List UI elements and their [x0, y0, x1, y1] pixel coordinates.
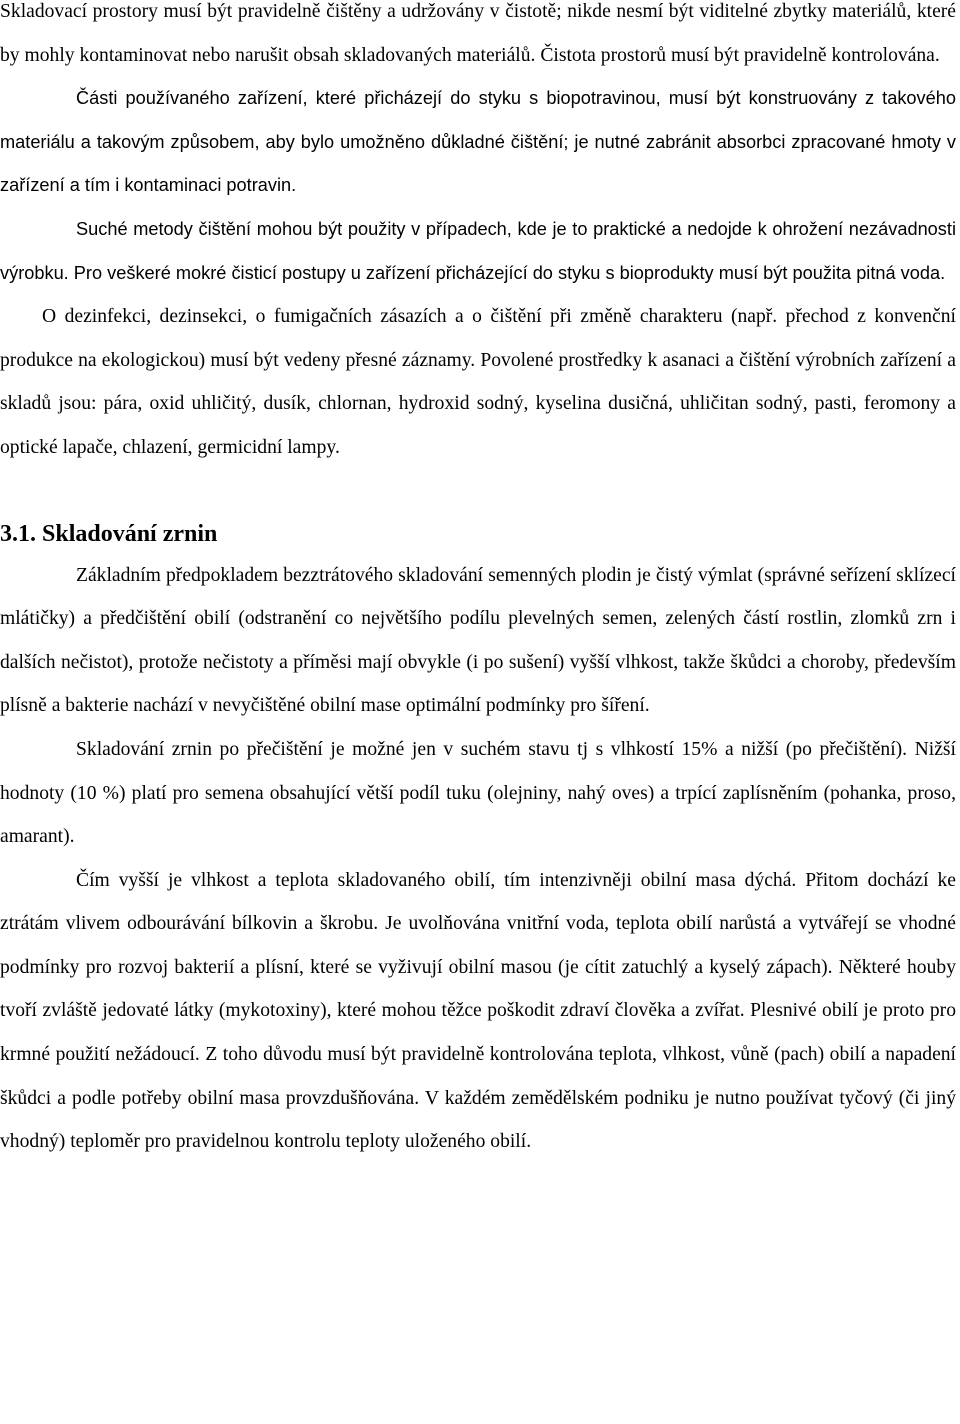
- paragraph-moisture-levels: Skladování zrnin po přečištění je možné jen v suchém stavu tj s vlhkostí 15% a nižší (po přečištění). Nižší hodnoty (10 %) platí pro semena obsahující větší podíl tuku (olejniny, nahý oves) a trpící zaplísněním (pohanka, proso, amarant).: [0, 738, 956, 848]
- section-title: Skladování zrnin: [42, 520, 218, 547]
- paragraph-dry-cleaning: Suché metody čištění mohou být použity v případech, kde je to praktické a nedojde k ohrožení nezávadnosti výrobku. Pro veškeré mokré čisticí postupy u zařízení přicházející do styku s bioprodukty musí být použita pitná voda.: [0, 218, 956, 283]
- paragraph-temperature-control: Čím vyšší je vlhkost a teplota skladovaného obilí, tím intenzivněji obilní masa dýchá. Přitom dochází ke ztrátám vlivem odbourávání bílkovin a škrobu. Je uvolňována vnitřní voda, teplota obilí narůstá a vytvářejí se vhodné podmínky pro rozvoj bakterií a plísní, které se vyživují obilní masou (je cítit zatuchlý a kyselý zápach). Některé houby tvoří zvláště jedovaté látky (mykotoxiny), které mohou těžce poškodit zdraví člověka a zvířat. Plesnivé obilí je proto pro krmné použití nežádoucí. Z toho důvodu musí být pravidelně kontrolována teplota, vlhkost, vůně (pach) obilí a napadení škůdci a podle potřeby obilní masa provzdušňována. V každém zemědělském podniku je nutno používat tyčový (či jiný vhodný) teploměr pro pravidelnou kontrolu teploty uloženého obilí.: [0, 869, 956, 1153]
- section-number: 3.1.: [0, 520, 36, 547]
- paragraph-storage-cleaning: Skladovací prostory musí být pravidelně čištěny a udržovány v čistotě; nikde nesmí být viditelné zbytky materiálů, které by mohly kontaminovat nebo narušit obsah skladovaných materiálů. Čistota prostorů musí být pravidelně kontrolována.: [0, 1, 956, 66]
- paragraph-equipment-materials: Části používaného zařízení, které přicházejí do styku s biopotravinou, musí být konstruovány z takového materiálu a takovým způsobem, aby bylo umožněno důkladné čištění; je nutné zabránit absorbci zpracované hmoty v zařízení a tím i kontaminaci potravin.: [0, 88, 956, 196]
- section-heading: [0, 514, 956, 554]
- paragraph-threshing-precleaning: Základním předpokladem bezztrátového skladování semenných plodin je čistý výmlat (správné seřízení sklízecí mlátičky) a předčištění obilí (odstranění co největšího podílu plevelných semen, zelených částí rostlin, zlomků zrn i dalších nečistot), protože nečistoty a příměsi mají obvykle (i po sušení) vyšší vlhkost, takže škůdci a choroby, především plísně a bakterie nachází v nevyčištěné obilní mase optimální podmínky pro šíření.: [0, 564, 956, 717]
- paragraph-disinfection-records: O dezinfekci, dezinsekci, o fumigačních zásazích a o čištění při změně charakteru (např. přechod z konvenční produkce na ekologickou) musí být vedeny přesné záznamy. Povolené prostředky k asanaci a čištění výrobních zařízení a skladů jsou: pára, oxid uhličitý, dusík, chlornan, hydroxid sodný, kyselina dusičná, uhličitan sodný, pasti, feromony a optické lapače, chlazení, germicidní lampy.: [0, 306, 956, 458]
